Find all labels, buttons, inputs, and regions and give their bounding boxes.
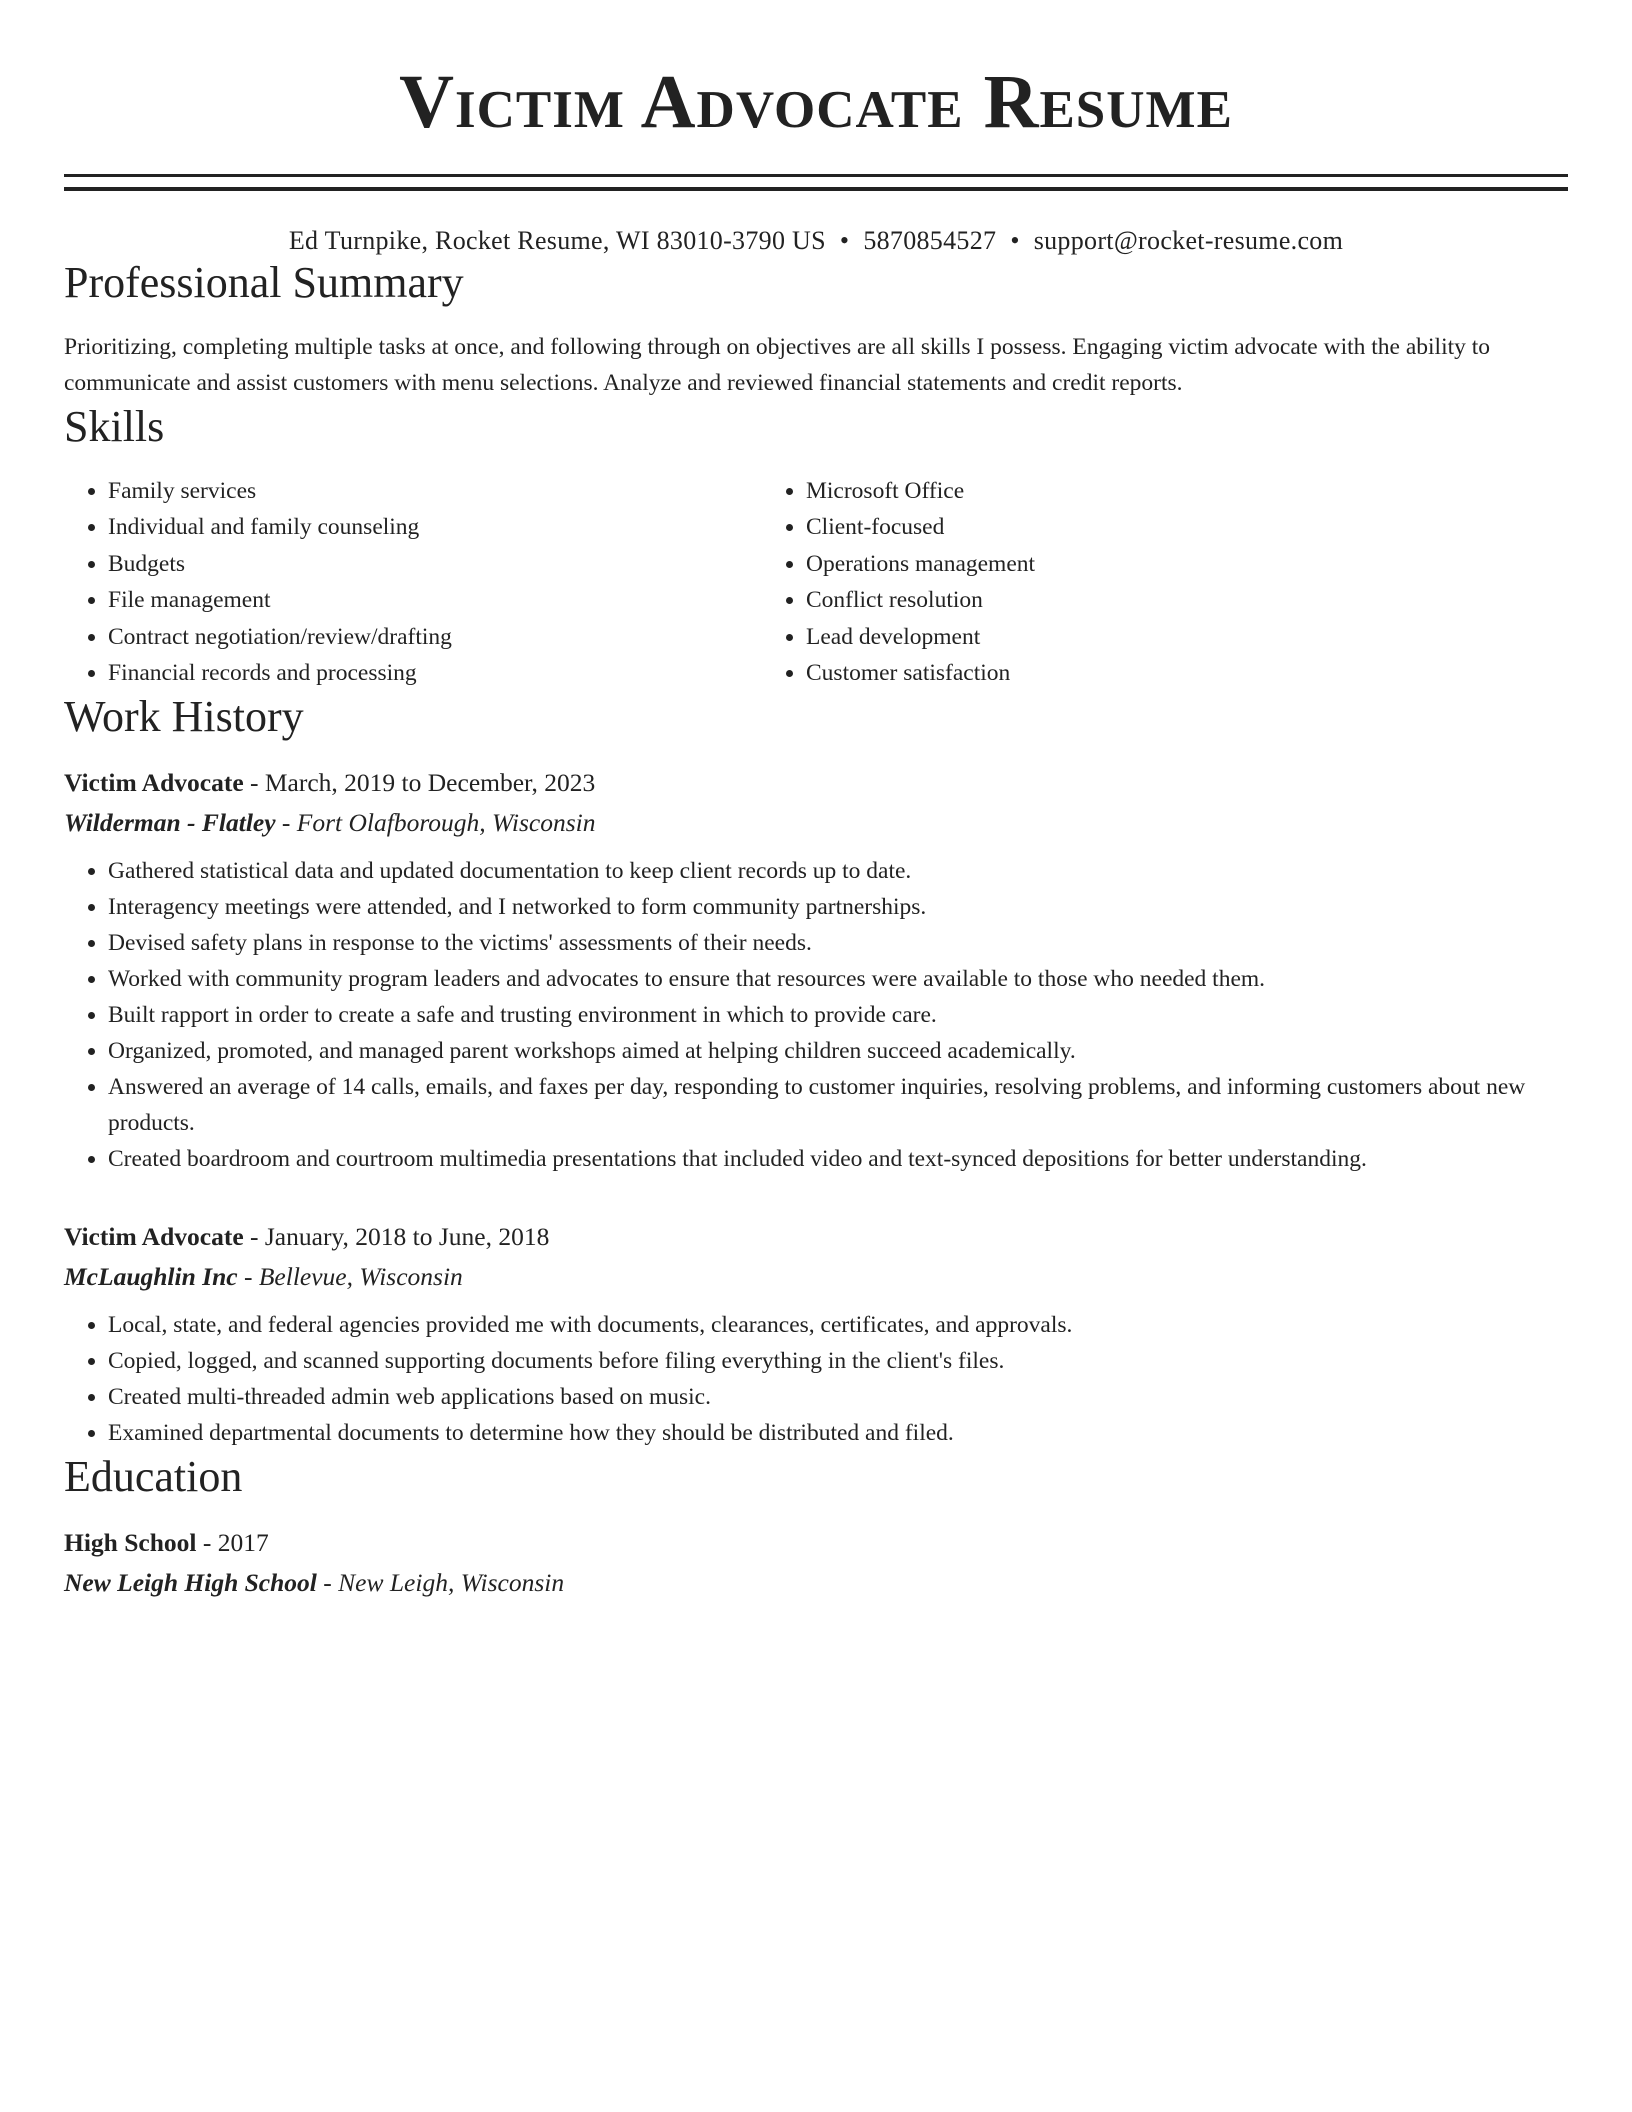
duty-item: • Examined departmental documents to determine how they should be distributed and filed. (108, 1415, 1568, 1451)
job-entry (64, 763, 1568, 1177)
skills-heading: Skills (64, 402, 165, 451)
skill-item: • Microsoft Office (806, 473, 1568, 509)
company-location: - Fort Olafborough, Wisconsin (275, 808, 596, 838)
degree-line (64, 1523, 1568, 1563)
skill-item: • Operations management (806, 546, 1568, 582)
duty-item: • Created multi-threaded admin web applications based on music. (108, 1379, 1568, 1415)
skills-list-right (762, 473, 1568, 691)
company-line (64, 1257, 1568, 1297)
degree-name: High School (64, 1528, 197, 1558)
skill-item: • Budgets (108, 546, 762, 582)
duty-item: • Copied, logged, and scanned supporting documents before filing everything in the client's files. (108, 1343, 1568, 1379)
duty-item: • Created boardroom and courtroom multimedia presentations that included video and text-synced depositions for better understanding. (108, 1141, 1568, 1177)
job-dates: - January, 2018 to June, 2018 (243, 1222, 550, 1252)
company-line (64, 803, 1568, 843)
contact-separator: • (1010, 226, 1020, 255)
company-name: McLaughlin Inc (64, 1262, 238, 1292)
job-title: Victim Advocate (64, 1222, 244, 1252)
job-dates: - March, 2019 to December, 2023 (243, 768, 596, 798)
skill-item: • Family services (108, 473, 762, 509)
education-heading: Education (64, 1452, 243, 1502)
duties-list (64, 1307, 1568, 1451)
title-double-rule (64, 174, 1568, 191)
skill-item: • Conflict resolution (806, 582, 1568, 618)
work-history-heading: Work History (64, 692, 304, 742)
school-line (64, 1563, 1568, 1603)
skills-list-left (64, 473, 762, 691)
company-location: - Bellevue, Wisconsin (237, 1262, 463, 1292)
summary-text: Prioritizing, completing multiple tasks at once, and following through on objectives are all skills I possess. Engaging victim advocate with the ability to communicate and assist customers with menu selections. Analyze and reviewed financial statements and credit reports. (64, 334, 1491, 396)
duty-item: • Local, state, and federal agencies provided me with documents, clearances, certificates, and approvals. (108, 1307, 1568, 1343)
education-entry (64, 1523, 1568, 1603)
skill-item: • Financial records and processing (108, 655, 762, 691)
skill-item: • Contract negotiation/review/drafting (108, 619, 762, 655)
skill-item: • Individual and family counseling (108, 509, 762, 545)
contact-phone: 5870854527 (863, 226, 997, 255)
graduation-year: - 2017 (196, 1528, 269, 1558)
contact-line (64, 225, 1568, 257)
job-title-line (64, 763, 1568, 803)
duty-item: • Gathered statistical data and updated documentation to keep client records up to date. (108, 853, 1568, 889)
job-title-line (64, 1217, 1568, 1257)
job-entry (64, 1217, 1568, 1451)
contact-email: support@rocket-resume.com (1033, 226, 1344, 255)
skill-item: • Customer satisfaction (806, 655, 1568, 691)
school-name: New Leigh High School (64, 1568, 317, 1598)
school-location: - New Leigh, Wisconsin (316, 1568, 565, 1598)
duty-item: • Built rapport in order to create a safe and trusting environment in which to provide care. (108, 997, 1568, 1033)
duty-item: • Devised safety plans in response to the victims' assessments of their needs. (108, 925, 1568, 961)
summary-heading: Professional Summary (64, 258, 464, 307)
skill-item: • File management (108, 582, 762, 618)
duty-item: • Interagency meetings were attended, and I networked to form community partnerships. (108, 889, 1568, 925)
skill-item: • Lead development (806, 619, 1568, 655)
duty-item: • Worked with community program leaders and advocates to ensure that resources were available to those who needed them. (108, 961, 1568, 997)
skill-item: • Client-focused (806, 509, 1568, 545)
company-name: Wilderman - Flatley (64, 808, 276, 838)
duty-item: • Organized, promoted, and managed parent workshops aimed at helping children succeed academically. (108, 1033, 1568, 1069)
job-title: Victim Advocate (64, 768, 244, 798)
duty-item: • Answered an average of 14 calls, emails, and faxes per day, responding to customer inquiries, resolving problems, and informing customers about new products. (108, 1069, 1568, 1141)
contact-address: Ed Turnpike, Rocket Resume, WI 83010-3790 US (288, 226, 826, 255)
contact-separator: • (839, 226, 850, 255)
duties-list (64, 853, 1568, 1177)
resume-title: Victim Advocate Resume (399, 60, 1233, 144)
skills-grid (64, 473, 1568, 691)
